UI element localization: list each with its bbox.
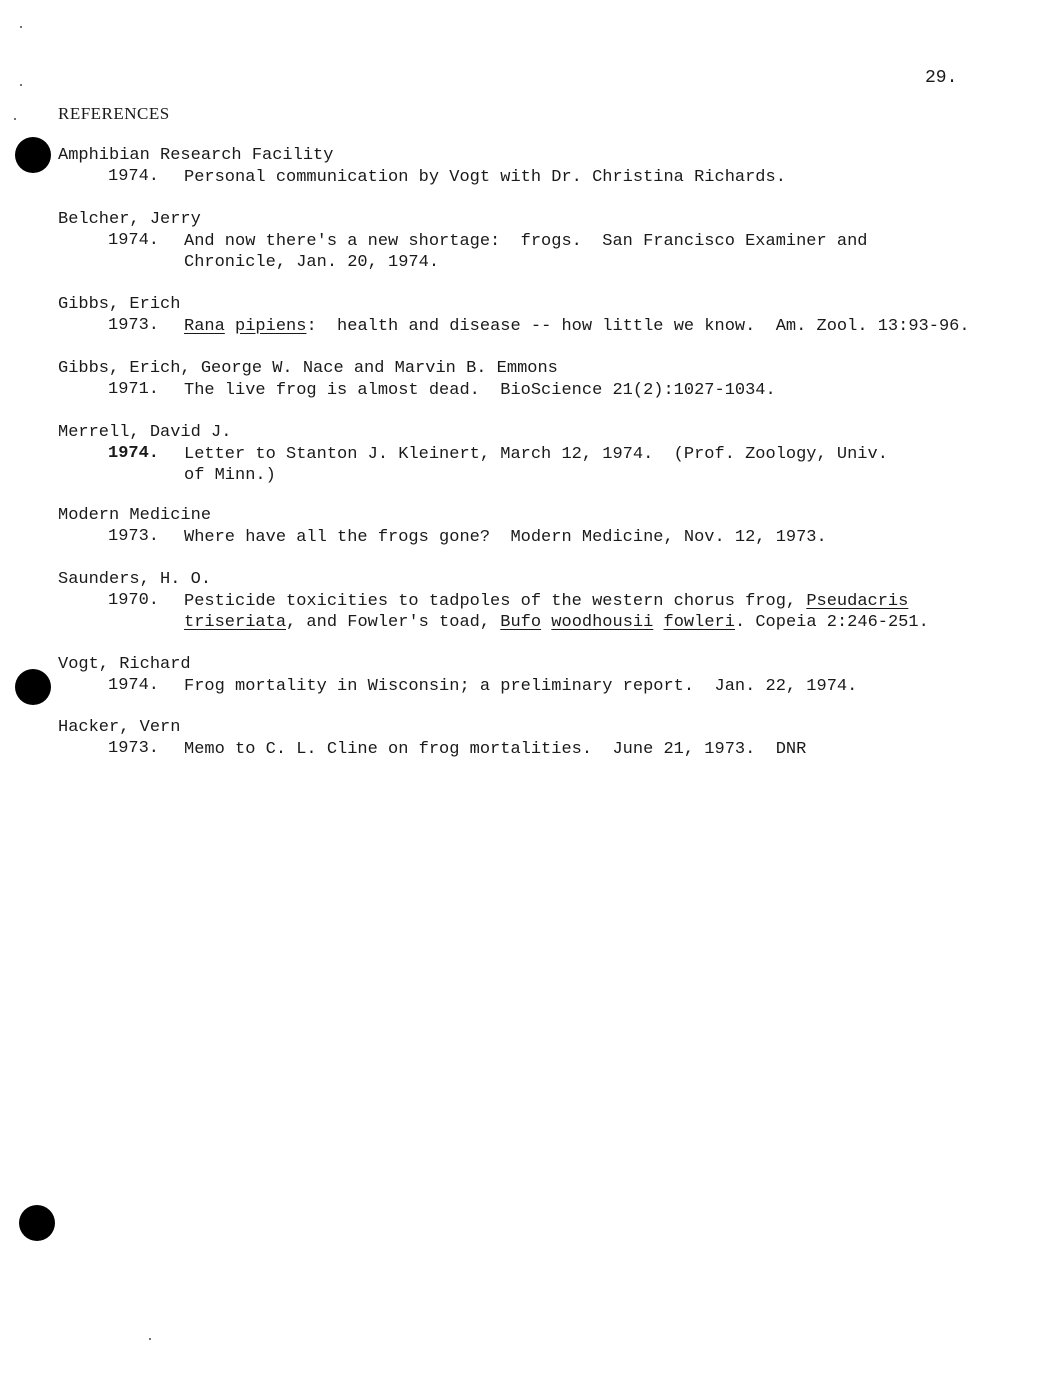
references-heading: REFERENCES <box>58 104 170 123</box>
reference-author: Modern Medicine <box>58 506 212 525</box>
reference-citation: Where have all the frogs gone? Modern Medicine, Nov. 12, 1973. <box>184 528 827 547</box>
reference-citation: Personal communication by Vogt with Dr. Christina Richards. <box>184 168 786 187</box>
page-number: 29. <box>925 68 958 88</box>
reference-author: Vogt, Richard <box>58 655 191 674</box>
reference-year: 1974. <box>108 231 160 250</box>
punch-hole <box>15 137 51 173</box>
reference-year: 1974. <box>108 167 160 186</box>
reference-year: 1970. <box>108 591 160 610</box>
reference-citation: Pesticide toxicities to tadpoles of the western chorus frog, Pseudacris triseriata, and Fowler's toad, Bufo woodhousii fowleri. Copeia 2:246-251. <box>184 592 929 632</box>
reference-author: Saunders, H. O. <box>58 570 212 589</box>
punch-hole <box>15 669 51 705</box>
reference-year: 1973. <box>108 527 160 546</box>
reference-author: Gibbs, Erich, George W. Nace and Marvin B. Emmons <box>58 359 558 378</box>
reference-citation: And now there's a new shortage: frogs. San Francisco Examiner and Chronicle, Jan. 20, 1974. <box>184 232 868 272</box>
reference-citation: Frog mortality in Wisconsin; a preliminary report. Jan. 22, 1974. <box>184 677 858 696</box>
reference-year: 1971. <box>108 380 160 399</box>
reference-year: 1973. <box>108 316 160 335</box>
reference-citation: Letter to Stanton J. Kleinert, March 12, 1974. (Prof. Zoology, Univ. of Minn.) <box>184 445 888 485</box>
punch-hole <box>19 1205 55 1241</box>
reference-citation: The live frog is almost dead. BioScience 21(2):1027-1034. <box>184 381 776 400</box>
reference-year: 1974. <box>108 444 160 463</box>
speck <box>20 26 22 28</box>
reference-year: 1973. <box>108 739 160 758</box>
reference-year: 1974. <box>108 676 160 695</box>
speck <box>14 118 16 120</box>
reference-author: Gibbs, Erich <box>58 295 181 314</box>
reference-citation: Memo to C. L. Cline on frog mortalities. June 21, 1973. DNR <box>184 740 807 759</box>
reference-author: Amphibian Research Facility <box>58 146 334 165</box>
reference-citation: Rana pipiens: health and disease -- how little we know. Am. Zool. 13:93-96. <box>184 317 970 336</box>
speck <box>20 84 22 86</box>
reference-author: Belcher, Jerry <box>58 210 201 229</box>
reference-author: Merrell, David J. <box>58 423 232 442</box>
reference-author: Hacker, Vern <box>58 718 181 737</box>
speck <box>149 1338 151 1340</box>
